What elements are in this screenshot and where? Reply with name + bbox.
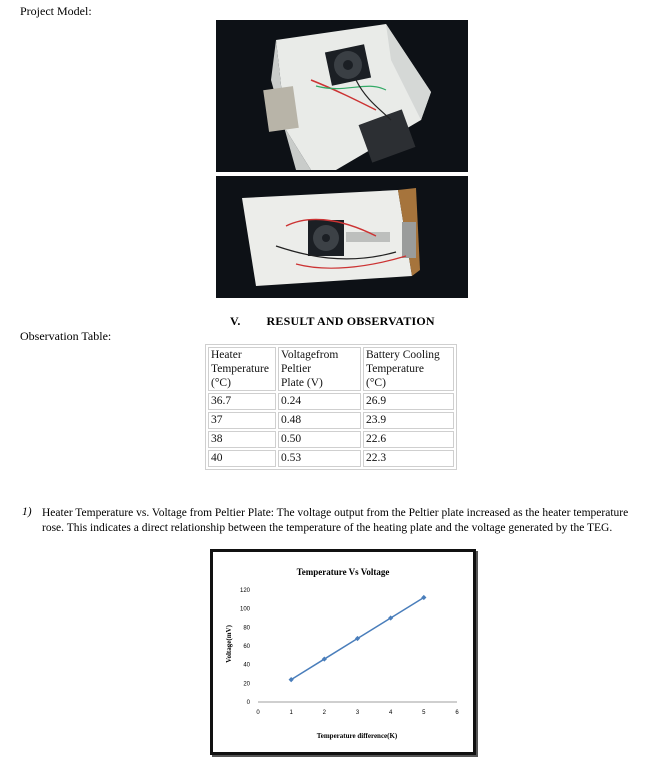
- project-model-label: Project Model:: [20, 4, 92, 18]
- table-cell: 0.50: [278, 431, 361, 448]
- table-cell: 26.9: [363, 393, 454, 410]
- observation-table: [205, 344, 457, 470]
- table-cell: 38: [208, 431, 276, 448]
- section-title: RESULT AND OBSERVATION: [266, 314, 435, 328]
- x-tick-label: 6: [455, 710, 459, 716]
- list-item-label: 1): [22, 506, 32, 518]
- table-cell: 0.53: [278, 450, 361, 467]
- table-row: [208, 412, 454, 429]
- x-tick-label: 2: [322, 710, 327, 716]
- chart-canvas: [213, 552, 473, 752]
- table-cell: 22.6: [363, 431, 454, 448]
- table-row: [208, 431, 454, 448]
- header-heater-temperature: Heater Temperature (°C): [208, 347, 276, 391]
- x-tick-label: 0: [256, 710, 260, 716]
- chart-x-axis-label: Temperature difference(K): [316, 732, 398, 740]
- temperature-voltage-chart: [210, 549, 476, 755]
- x-tick-label: 1: [289, 710, 293, 716]
- y-tick-label: 120: [239, 588, 250, 594]
- y-tick-label: 60: [243, 644, 250, 650]
- table-header-row: [208, 347, 454, 391]
- table-cell: 36.7: [208, 393, 276, 410]
- header-battery-cooling-temperature: Battery Cooling Temperature (°C): [363, 347, 454, 391]
- table-cell: 0.24: [278, 393, 361, 410]
- table-cell: 40: [208, 450, 276, 467]
- header-peltier-voltage: Voltagefrom Peltier Plate (V): [278, 347, 361, 391]
- table-cell: 23.9: [363, 412, 454, 429]
- y-tick-label: 20: [243, 681, 250, 688]
- x-tick-label: 5: [422, 710, 426, 716]
- chart-y-axis-label: Voltage(mV): [225, 625, 233, 663]
- y-tick-label: 0: [246, 700, 250, 706]
- table-row: [208, 393, 454, 410]
- table-cell: 0.48: [278, 412, 361, 429]
- section-heading: [230, 314, 435, 329]
- project-photo-top: [216, 20, 468, 172]
- observation-table-label: Observation Table:: [20, 329, 112, 343]
- x-tick-label: 4: [388, 710, 393, 716]
- chart-title: Temperature Vs Voltage: [296, 567, 390, 577]
- project-photo-bottom: [216, 176, 468, 298]
- list-item-text: Heater Temperature vs. Voltage from Peltier Plate: The voltage output from the Peltier plate increased as the heater temperature rose. This indicates a direct relationship between the temperature of the heating plate and the voltage generated by the TEG.: [42, 507, 629, 534]
- table-cell: 22.3: [363, 450, 454, 467]
- y-tick-label: 100: [239, 606, 250, 613]
- y-tick-label: 80: [243, 625, 250, 632]
- x-tick-label: 3: [355, 710, 360, 716]
- section-number: V.: [230, 314, 241, 328]
- table-row: [208, 450, 454, 467]
- table-cell: 37: [208, 412, 276, 429]
- y-tick-label: 40: [243, 662, 250, 669]
